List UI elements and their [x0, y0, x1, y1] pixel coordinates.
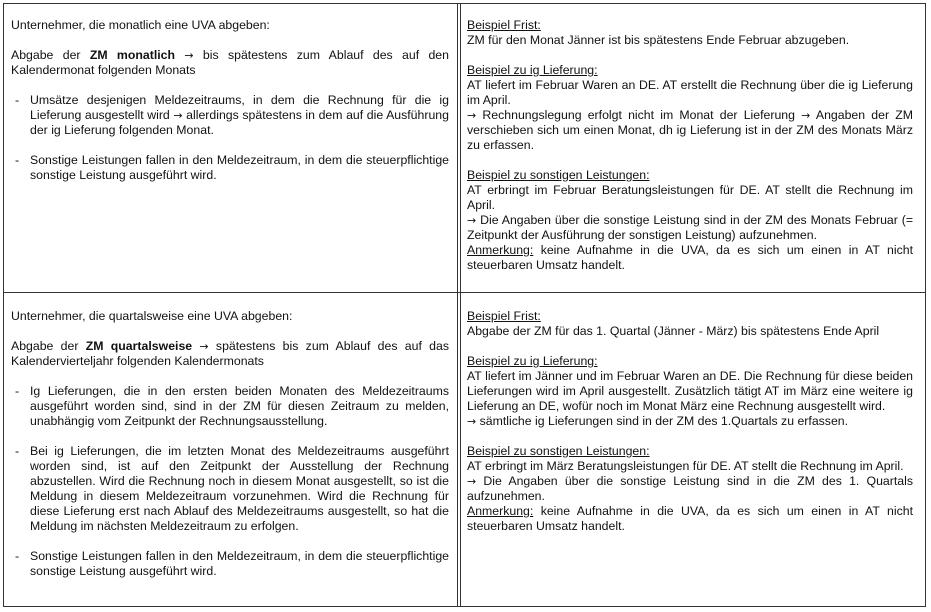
- example-text: AT erbringt im Februar Beratungsleistungen für DE. AT stellt die Rechnung im April.: [467, 183, 913, 212]
- monthly-heading: Unternehmer, die monatlich eine UVA abgeben:: [11, 18, 270, 32]
- arrow-icon: →: [467, 214, 477, 227]
- example-conclusion: → Die Angaben über die sonstige Leistung sind in der ZM des Monats Februar (= Zeitpunkt der Ausführung der sonstigen Leistung) aufzunehmen.: [467, 213, 913, 242]
- example-conclusion: → sämtliche ig Lieferungen sind in der ZM des 1.Quartals zu erfassen.: [467, 414, 849, 428]
- example-conclusion: → Rechnungslegung erfolgt nicht im Monat der Lieferung → Angaben der ZM verschieben sich um einen Monat, dh ig Lieferung ist in der ZM des Monats März zu erfassen.: [467, 108, 913, 152]
- example-title: Beispiel Frist:: [467, 309, 541, 323]
- arrow-icon: →: [173, 109, 183, 122]
- monthly-rules-cell: [11, 18, 449, 183]
- example-text: AT liefert im Februar Waren an DE. AT erstellt die Rechnung über die ig Lieferung im April.: [467, 78, 913, 107]
- table-border-middle: [3, 292, 926, 293]
- arrow-icon: →: [467, 415, 477, 428]
- arrow-icon: →: [184, 49, 194, 62]
- quarterly-examples-cell: [467, 309, 913, 534]
- example-conclusion: → Die Angaben über die sonstige Leistung sind in die ZM des 1. Quartals aufzunehmen.: [467, 474, 913, 503]
- table-divider-right: [460, 3, 461, 607]
- example-note: Anmerkung: keine Aufnahme in die UVA, da es sich um einen in AT nicht steuerbaren Umsatz handelt.: [467, 243, 913, 272]
- list-item: - Sonstige Leistungen fallen in den Meldezeitraum, in dem die steuerpflichtige sonstige Leistung ausgeführt wird.: [15, 549, 449, 578]
- table-divider-left: [457, 3, 458, 607]
- table-border-top: [3, 3, 926, 4]
- monthly-intro: Abgabe der ZM monatlich → bis spätestens zum Ablauf des auf den Kalendermonat folgenden Monats: [11, 48, 449, 77]
- example-text: AT liefert im Jänner und im Februar Waren an DE. Die Rechnung für diese beiden Lieferungen wird im April ausgestellt. Zusätzlich tätigt AT im März eine weitere ig Lieferung an DE, wofür noch im Monat März eine Rechnung ausgestellt wird.: [467, 369, 913, 413]
- arrow-icon: →: [467, 475, 477, 488]
- list-item: - Umsätze desjenigen Meldezeitraums, in dem die Rechnung für die ig Lieferung ausgestellt wird → allerdings spätestens in dem auf die Ausführung der ig Lieferung folgenden Monat.: [15, 93, 449, 137]
- example-text: Abgabe der ZM für das 1. Quartal (Jänner - März) bis spätestens Ende April: [467, 324, 880, 338]
- quarterly-intro: Abgabe der ZM quartalsweise → spätestens bis zum Ablauf des auf das Kalendervierteljahr folgenden Kalendermonats: [11, 339, 449, 368]
- example-title: Beispiel zu ig Lieferung:: [467, 63, 598, 77]
- quarterly-heading: Unternehmer, die quartalsweise eine UVA abgeben:: [11, 309, 293, 323]
- arrow-icon: →: [199, 340, 209, 353]
- monthly-examples-cell: [467, 18, 913, 273]
- list-item: - Sonstige Leistungen fallen in den Meldezeitraum, in dem die steuerpflichtige sonstige Leistung ausgeführt wird.: [15, 153, 449, 182]
- arrow-icon: →: [467, 109, 477, 122]
- example-title: Beispiel Frist:: [467, 18, 541, 32]
- table: [3, 3, 926, 607]
- arrow-icon: →: [801, 109, 811, 122]
- quarterly-rules-cell: [11, 309, 449, 579]
- example-text: AT erbringt im März Beratungsleistungen für DE. AT stellt die Rechnung im April.: [467, 459, 904, 473]
- example-title: Beispiel zu sonstigen Leistungen:: [467, 168, 650, 182]
- table-border-right: [925, 3, 926, 607]
- example-text: ZM für den Monat Jänner ist bis spätestens Ende Februar abzugeben.: [467, 33, 850, 47]
- list-item: - Ig Lieferungen, die in den ersten beiden Monaten des Meldezeitraums ausgeführt worden sind, sind in der ZM für diesen Zeitraum zu melden, unabhängig vom Zeitpunkt der Rechnungsausstellung.: [15, 384, 449, 428]
- table-border-bottom: [3, 606, 926, 607]
- example-title: Beispiel zu ig Lieferung:: [467, 354, 598, 368]
- example-note: Anmerkung: keine Aufnahme in die UVA, da es sich um einen in AT nicht steuerbaren Umsatz handelt.: [467, 504, 913, 533]
- table-border-left: [3, 3, 4, 607]
- example-title: Beispiel zu sonstigen Leistungen:: [467, 444, 650, 458]
- list-item: - Bei ig Lieferungen, die im letzten Monat des Meldezeitraums ausgeführt worden sind, ist auf den Zeitpunkt der Ausstellung der Rechnung abzustellen. Wird die Rechnung noch in diesem Monat ausgestellt, so ist die Meldung in diesem Meldezeitraum vorzunehmen. Wird die Rechnung für diese Lieferung erst nach Ablauf des Meldezeitraums ausgestellt, so hat die Meldung im nächsten Meldezeitraum zu erfolgen.: [15, 444, 449, 533]
